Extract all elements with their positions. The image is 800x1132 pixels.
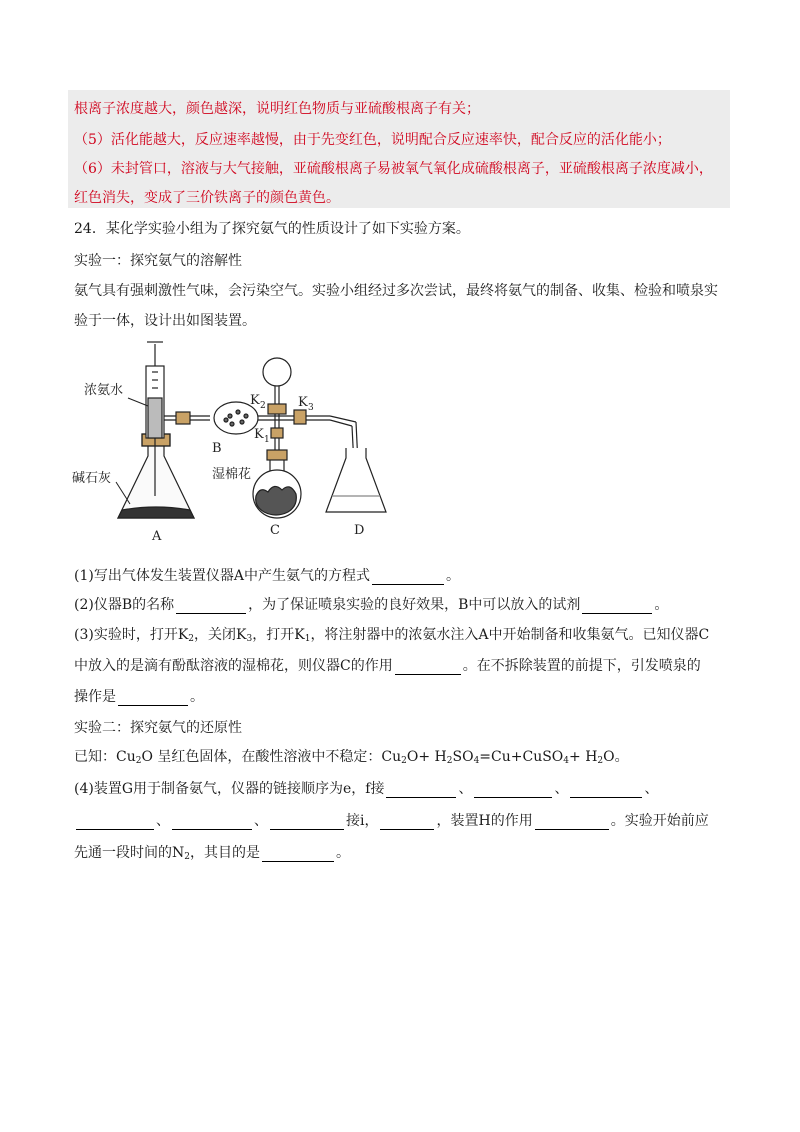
label-soda-lime: 碱石灰	[72, 471, 112, 486]
experiment-2-heading: 实验二：探究氨气的还原性	[74, 720, 242, 736]
answer-blank[interactable]	[172, 815, 252, 830]
question-2: (2)仪器B的名称 ，为了保证喷泉实验的良好效果，B中可以放入的试剂 。	[74, 597, 669, 613]
answer-blank[interactable]	[270, 815, 344, 830]
answer-blank[interactable]	[535, 815, 609, 830]
question-4-line-1: (4)装置G用于制备氨气，仪器的链接顺序为e，f接 、 、 、	[74, 781, 659, 797]
label-K1-sub: 1	[264, 435, 270, 445]
question-1: (1)写出气体发生装置仪器A中产生氨气的方程式 。	[74, 568, 460, 584]
answer-blank[interactable]	[118, 691, 188, 706]
experiment-1-heading: 实验一：探究氨气的溶解性	[74, 253, 242, 269]
label-ammonia-water: 浓氨水	[84, 383, 124, 398]
label-D: D	[354, 523, 365, 538]
answer-line-2: （5）活化能越大，反应速率越慢，由于先变红色，说明配合反应速率快，配合反应的活化能小；	[74, 132, 671, 148]
answer-line-4: 红色消失，变成了三价铁离子的颜色黄色。	[74, 190, 340, 206]
answer-blank[interactable]	[386, 783, 456, 798]
answer-blank[interactable]	[474, 783, 552, 798]
label-C: C	[270, 523, 280, 538]
question-4-line-2: 、 、 接i， ，装置H的作用 。实验开始前应	[74, 810, 709, 830]
label-K3-sub: 3	[308, 403, 314, 413]
answer-blank[interactable]	[570, 783, 642, 798]
answer-blank[interactable]	[262, 847, 334, 862]
question-3-line-1: (3)实验时，打开$K_2$，关闭$K_3$，打开$K_1$，将注射器中的浓氨水注入A中开始制备和收集氨气。已知仪器C	[74, 627, 710, 644]
question-4-line-3: 先通一段时间的$N_2$，其目的是 。	[74, 845, 350, 862]
question-3-line-3: 操作是 。	[74, 689, 204, 705]
label-A: A	[152, 529, 162, 544]
answer-line-1: 根离子浓度越大，颜色越深，说明红色物质与亚硫酸根离子有关；	[74, 101, 480, 117]
apparatus-figure	[70, 336, 430, 558]
intro-line-2: 验于一体，设计出如图装置。	[74, 313, 256, 329]
known-reaction-line: 已知：$Cu_2O$ 呈红色固体，在酸性溶液中不稳定：$Cu_2O+$ $H_2SO_4=Cu+CuSO_4+ H_2O$。	[74, 749, 629, 766]
label-K2-sub: 2	[260, 401, 266, 411]
answer-blank[interactable]	[76, 815, 154, 830]
intro-line-1: 氨气具有强刺激性气味，会污染空气。实验小组经过多次尝试，最终将氨气的制备、收集、检验和喷泉实	[74, 283, 718, 299]
label-K1: K	[254, 427, 264, 442]
answer-blank[interactable]	[176, 599, 246, 614]
answer-blank[interactable]	[380, 815, 434, 830]
answer-line-3: （6）未封管口，溶液与大气接触，亚硫酸根离子易被氧气氧化成硫酸根离子，亚硫酸根离子浓度减小，	[74, 161, 713, 177]
label-K2: K	[250, 393, 260, 408]
label-B: B	[212, 441, 222, 456]
answer-blank[interactable]	[582, 599, 652, 614]
question-3-line-2: 中放入的是滴有酚酞溶液的湿棉花，则仪器C的作用 。在不拆除装置的前提下，引发喷泉的	[74, 658, 701, 674]
answer-blank[interactable]	[395, 660, 461, 675]
label-wet-cotton: 湿棉花	[212, 467, 252, 482]
question-title: 24．某化学实验小组为了探究氨气的性质设计了如下实验方案。	[74, 221, 470, 237]
label-K3: K	[298, 395, 308, 410]
answer-blank[interactable]	[372, 570, 444, 585]
